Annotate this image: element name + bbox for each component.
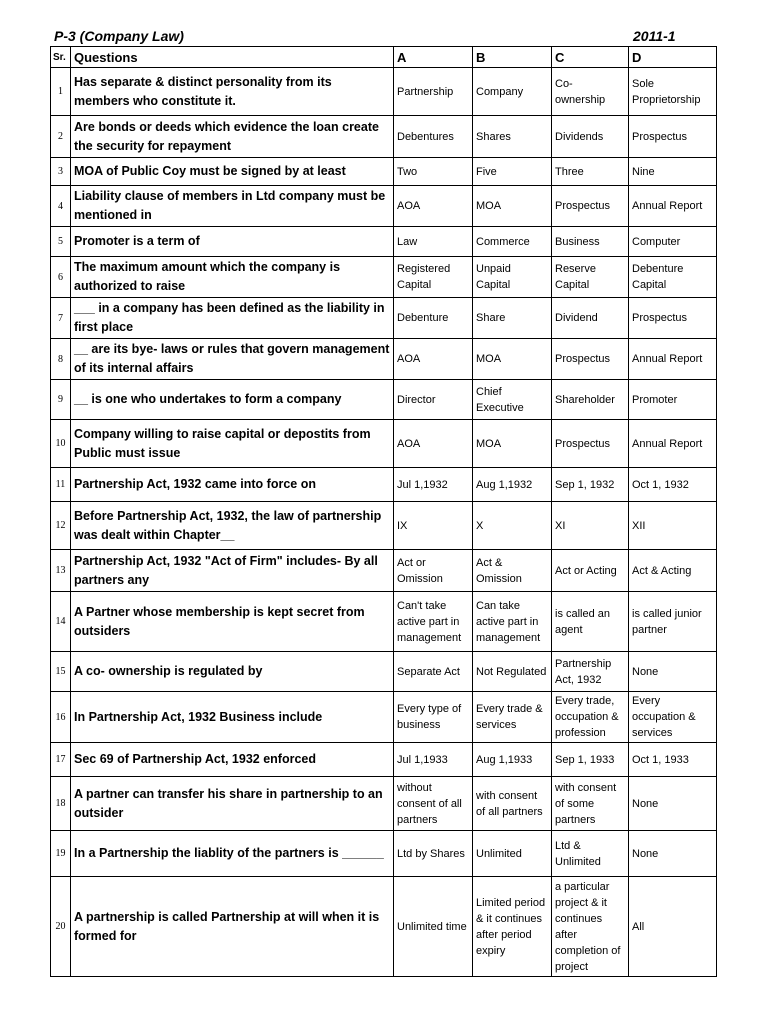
option-c: Prospectus — [552, 339, 629, 380]
question-text: MOA of Public Coy must be signed by at least — [71, 158, 394, 186]
question-text: Liability clause of members in Ltd company must be mentioned in — [71, 186, 394, 227]
question-text: Partnership Act, 1932 "Act of Firm" includes- By all partners any — [71, 550, 394, 592]
question-text: Are bonds or deeds which evidence the loan create the security for repayment — [71, 116, 394, 158]
question-text: __ are its bye- laws or rules that govern management of its internal affairs — [71, 339, 394, 380]
option-b: Commerce — [473, 227, 552, 257]
option-b: MOA — [473, 186, 552, 227]
question-number: 19 — [51, 831, 71, 877]
column-header-sr: Sr. — [51, 47, 71, 68]
option-d: Annual Report — [629, 186, 717, 227]
option-a: Director — [394, 380, 473, 420]
option-c: Co- ownership — [552, 68, 629, 116]
option-d: Oct 1, 1932 — [629, 468, 717, 502]
column-header-questions: Questions — [71, 47, 394, 68]
option-b: Aug 1,1932 — [473, 468, 552, 502]
option-a: Two — [394, 158, 473, 186]
question-number: 17 — [51, 743, 71, 777]
question-number: 6 — [51, 257, 71, 298]
question-number: 20 — [51, 877, 71, 977]
option-c: XI — [552, 502, 629, 550]
question-number: 1 — [51, 68, 71, 116]
question-text: Partnership Act, 1932 came into force on — [71, 468, 394, 502]
table-row — [51, 877, 717, 977]
option-d: All — [629, 877, 717, 977]
option-d: None — [629, 831, 717, 877]
question-number: 13 — [51, 550, 71, 592]
question-text: The maximum amount which the company is authorized to raise — [71, 257, 394, 298]
question-number: 8 — [51, 339, 71, 380]
table-header-row — [51, 47, 717, 68]
option-c: Dividend — [552, 298, 629, 339]
option-b: Aug 1,1933 — [473, 743, 552, 777]
table-row — [51, 186, 717, 227]
table-row — [51, 743, 717, 777]
table-row — [51, 380, 717, 420]
option-b: Can take active part in management — [473, 592, 552, 652]
option-a: AOA — [394, 420, 473, 468]
table-row — [51, 298, 717, 339]
option-d: Every occupation & services — [629, 692, 717, 743]
column-header-b: B — [473, 47, 552, 68]
option-b: MOA — [473, 339, 552, 380]
question-number: 5 — [51, 227, 71, 257]
option-b: with consent of all partners — [473, 777, 552, 831]
question-text: ___ in a company has been defined as the liability in first place — [71, 298, 394, 339]
table-row — [51, 257, 717, 298]
option-a: Act or Omission — [394, 550, 473, 592]
table-row — [51, 777, 717, 831]
table-row — [51, 692, 717, 743]
table-row — [51, 468, 717, 502]
question-number: 7 — [51, 298, 71, 339]
option-d: None — [629, 777, 717, 831]
option-a: Debentures — [394, 116, 473, 158]
question-number: 15 — [51, 652, 71, 692]
option-b: Every trade & services — [473, 692, 552, 743]
table-row — [51, 420, 717, 468]
question-text: A Partner whose membership is kept secret from outsiders — [71, 592, 394, 652]
option-a: AOA — [394, 186, 473, 227]
option-b: Chief Executive — [473, 380, 552, 420]
question-text: Sec 69 of Partnership Act, 1932 enforced — [71, 743, 394, 777]
question-number: 3 — [51, 158, 71, 186]
option-b: MOA — [473, 420, 552, 468]
option-a: Ltd by Shares — [394, 831, 473, 877]
option-d: Debenture Capital — [629, 257, 717, 298]
option-c: Act or Acting — [552, 550, 629, 592]
option-a: Jul 1,1932 — [394, 468, 473, 502]
option-c: a particular project & it continues after completion of project — [552, 877, 629, 977]
question-number: 16 — [51, 692, 71, 743]
column-header-a: A — [394, 47, 473, 68]
document-title: P-3 (Company Law) — [54, 28, 184, 44]
document-code: 2011-1 — [633, 28, 676, 44]
question-text: Company willing to raise capital or depostits from Public must issue — [71, 420, 394, 468]
option-d: Nine — [629, 158, 717, 186]
option-d: Sole Proprietorship — [629, 68, 717, 116]
option-c: Every trade, occupation & profession — [552, 692, 629, 743]
question-text: Has separate & distinct personality from its members who constitute it. — [71, 68, 394, 116]
question-number: 14 — [51, 592, 71, 652]
option-a: Unlimited time — [394, 877, 473, 977]
option-c: is called an agent — [552, 592, 629, 652]
option-c: Prospectus — [552, 186, 629, 227]
option-b: Shares — [473, 116, 552, 158]
table-row — [51, 68, 717, 116]
question-text: Before Partnership Act, 1932, the law of partnership was dealt within Chapter__ — [71, 502, 394, 550]
option-a: Can't take active part in management — [394, 592, 473, 652]
option-b: Share — [473, 298, 552, 339]
option-b: Unlimited — [473, 831, 552, 877]
question-number: 4 — [51, 186, 71, 227]
table-row — [51, 227, 717, 257]
option-d: Annual Report — [629, 420, 717, 468]
table-row — [51, 592, 717, 652]
option-b: Limited period & it continues after period expiry — [473, 877, 552, 977]
question-number: 12 — [51, 502, 71, 550]
question-number: 10 — [51, 420, 71, 468]
column-header-d: D — [629, 47, 717, 68]
table-row — [51, 339, 717, 380]
option-a: AOA — [394, 339, 473, 380]
question-number: 11 — [51, 468, 71, 502]
table-row — [51, 831, 717, 877]
table-row — [51, 158, 717, 186]
option-c: Business — [552, 227, 629, 257]
option-d: Prospectus — [629, 298, 717, 339]
option-c: Partnership Act, 1932 — [552, 652, 629, 692]
option-b: X — [473, 502, 552, 550]
option-a: Jul 1,1933 — [394, 743, 473, 777]
option-a: Debenture — [394, 298, 473, 339]
option-d: Promoter — [629, 380, 717, 420]
option-c: Dividends — [552, 116, 629, 158]
option-c: Prospectus — [552, 420, 629, 468]
option-b: Company — [473, 68, 552, 116]
option-a: Registered Capital — [394, 257, 473, 298]
mcq-table — [50, 46, 717, 977]
table-row — [51, 550, 717, 592]
table-row — [51, 502, 717, 550]
option-d: Computer — [629, 227, 717, 257]
column-header-c: C — [552, 47, 629, 68]
option-d: None — [629, 652, 717, 692]
question-number: 2 — [51, 116, 71, 158]
question-text: In Partnership Act, 1932 Business include — [71, 692, 394, 743]
option-a: Separate Act — [394, 652, 473, 692]
question-text: Promoter is a term of — [71, 227, 394, 257]
question-number: 9 — [51, 380, 71, 420]
option-b: Unpaid Capital — [473, 257, 552, 298]
option-a: Partnership — [394, 68, 473, 116]
option-b: Five — [473, 158, 552, 186]
option-c: Reserve Capital — [552, 257, 629, 298]
option-c: Three — [552, 158, 629, 186]
question-number: 18 — [51, 777, 71, 831]
option-d: Prospectus — [629, 116, 717, 158]
question-text: A co- ownership is regulated by — [71, 652, 394, 692]
option-d: Act & Acting — [629, 550, 717, 592]
question-text: A partnership is called Partnership at will when it is formed for — [71, 877, 394, 977]
question-text: A partner can transfer his share in partnership to an outsider — [71, 777, 394, 831]
option-c: Sep 1, 1932 — [552, 468, 629, 502]
question-text: In a Partnership the liablity of the partners is ______ — [71, 831, 394, 877]
option-a: without consent of all partners — [394, 777, 473, 831]
option-a: IX — [394, 502, 473, 550]
option-d: XII — [629, 502, 717, 550]
table-row — [51, 116, 717, 158]
option-b: Not Regulated — [473, 652, 552, 692]
option-c: Ltd & Unlimited — [552, 831, 629, 877]
option-b: Act & Omission — [473, 550, 552, 592]
option-c: Sep 1, 1933 — [552, 743, 629, 777]
option-c: with consent of some partners — [552, 777, 629, 831]
table-row — [51, 652, 717, 692]
option-c: Shareholder — [552, 380, 629, 420]
option-a: Every type of business — [394, 692, 473, 743]
option-a: Law — [394, 227, 473, 257]
option-d: Oct 1, 1933 — [629, 743, 717, 777]
option-d: Annual Report — [629, 339, 717, 380]
question-text: __ is one who undertakes to form a company — [71, 380, 394, 420]
option-d: is called junior partner — [629, 592, 717, 652]
